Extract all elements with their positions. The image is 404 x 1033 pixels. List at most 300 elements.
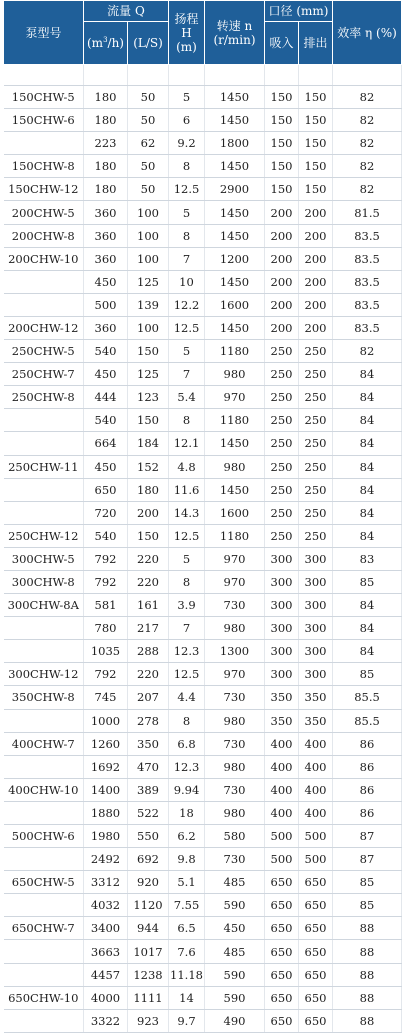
outlet-cell: 400 (299, 778, 333, 801)
outlet-cell: 250 (299, 340, 333, 363)
model-cell: 150CHW-12 (4, 178, 84, 201)
model-cell (4, 293, 84, 316)
flow-ls-cell: 1111 (128, 986, 169, 1009)
flow-m3h-cell: 180 (84, 109, 128, 132)
model-cell: 150CHW-8 (4, 155, 84, 178)
flow-m3h-cell: 3312 (84, 871, 128, 894)
outlet-cell: 200 (299, 224, 333, 247)
table-row (4, 501, 402, 524)
inlet-cell: 300 (265, 570, 299, 593)
model-cell: 500CHW-6 (4, 825, 84, 848)
flow-ls-cell: 522 (128, 801, 169, 824)
efficiency-cell: 83.5 (333, 247, 402, 270)
flow-ls-cell: 200 (128, 501, 169, 524)
outlet-cell: 250 (299, 432, 333, 455)
efficiency-cell: 85 (333, 663, 402, 686)
head-cell: 9.7 (169, 1009, 205, 1032)
head-cell: 12.5 (169, 178, 205, 201)
inlet-cell: 200 (265, 316, 299, 339)
flow-m3h-cell: 180 (84, 155, 128, 178)
header-efficiency: 效率 η (%) (333, 1, 402, 65)
model-cell (4, 801, 84, 824)
table-row (4, 478, 402, 501)
outlet-cell: 250 (299, 363, 333, 386)
model-cell: 300CHW-8A (4, 594, 84, 617)
outlet-cell: 350 (299, 709, 333, 732)
flow-m3h-cell: 745 (84, 686, 128, 709)
head-cell: 12.5 (169, 524, 205, 547)
outlet-cell: 200 (299, 201, 333, 224)
head-cell: 6 (169, 109, 205, 132)
efficiency-cell: 85.5 (333, 709, 402, 732)
head-cell: 6.2 (169, 825, 205, 848)
efficiency-cell: 84 (333, 455, 402, 478)
model-cell: 150CHW-6 (4, 109, 84, 132)
flow-ls-cell: 184 (128, 432, 169, 455)
model-cell: 200CHW-10 (4, 247, 84, 270)
speed-cell: 450 (205, 917, 265, 940)
inlet-cell: 300 (265, 547, 299, 570)
inlet-cell: 350 (265, 686, 299, 709)
model-cell (4, 617, 84, 640)
flow-m3h-cell: 450 (84, 455, 128, 478)
inlet-cell: 150 (265, 109, 299, 132)
model-cell (4, 848, 84, 871)
efficiency-cell: 83 (333, 547, 402, 570)
head-cell: 12.5 (169, 316, 205, 339)
efficiency-cell: 81.5 (333, 201, 402, 224)
model-cell (4, 132, 84, 155)
efficiency-cell: 86 (333, 778, 402, 801)
outlet-cell: 200 (299, 247, 333, 270)
speed-cell: 1450 (205, 155, 265, 178)
inlet-cell: 250 (265, 478, 299, 501)
model-cell (4, 894, 84, 917)
outlet-cell: 400 (299, 801, 333, 824)
table-row (4, 1009, 402, 1032)
outlet-cell: 250 (299, 386, 333, 409)
speed-cell: 1450 (205, 201, 265, 224)
flow-ls-cell: 389 (128, 778, 169, 801)
flow-m3h-cell: 540 (84, 340, 128, 363)
model-cell (4, 963, 84, 986)
table-body (4, 65, 402, 1033)
flow-ls-cell: 923 (128, 1009, 169, 1032)
efficiency-cell: 84 (333, 524, 402, 547)
model-cell: 300CHW-5 (4, 547, 84, 570)
inlet-cell: 250 (265, 386, 299, 409)
efficiency-cell: 84 (333, 363, 402, 386)
table-row (4, 86, 402, 109)
table-row (4, 455, 402, 478)
model-cell (4, 501, 84, 524)
outlet-cell: 300 (299, 594, 333, 617)
head-cell: 8 (169, 224, 205, 247)
outlet-cell: 400 (299, 755, 333, 778)
inlet-cell: 200 (265, 293, 299, 316)
model-cell (4, 755, 84, 778)
flow-ls-cell: 180 (128, 478, 169, 501)
speed-cell: 970 (205, 386, 265, 409)
flow-m3h-cell: 4000 (84, 986, 128, 1009)
head-cell: 12.2 (169, 293, 205, 316)
model-cell: 400CHW-10 (4, 778, 84, 801)
flow-ls-cell: 220 (128, 547, 169, 570)
flow-m3h-cell: 1400 (84, 778, 128, 801)
head-cell: 11.18 (169, 963, 205, 986)
table-row (4, 894, 402, 917)
flow-m3h-cell: 360 (84, 316, 128, 339)
efficiency-cell: 87 (333, 848, 402, 871)
speed-cell: 1450 (205, 86, 265, 109)
head-cell: 7.6 (169, 940, 205, 963)
flow-m3h-cell: 780 (84, 617, 128, 640)
flow-m3h-cell: 360 (84, 247, 128, 270)
table-row (4, 825, 402, 848)
model-cell: 250CHW-8 (4, 386, 84, 409)
flow-ls-cell: 1238 (128, 963, 169, 986)
head-cell: 4.4 (169, 686, 205, 709)
head-cell: 14.3 (169, 501, 205, 524)
table-row (4, 178, 402, 201)
flow-ls-cell: 550 (128, 825, 169, 848)
head-cell: 8 (169, 155, 205, 178)
inlet-cell: 650 (265, 871, 299, 894)
table-row (4, 778, 402, 801)
outlet-cell: 250 (299, 478, 333, 501)
head-cell: 5 (169, 340, 205, 363)
flow-ls-cell: 100 (128, 201, 169, 224)
speed-cell: 980 (205, 801, 265, 824)
speed-cell: 730 (205, 848, 265, 871)
speed-cell: 490 (205, 1009, 265, 1032)
inlet-cell: 150 (265, 86, 299, 109)
head-cell: 14 (169, 986, 205, 1009)
efficiency-cell: 84 (333, 386, 402, 409)
table-row (4, 848, 402, 871)
efficiency-cell: 83.5 (333, 316, 402, 339)
pump-spec-table (3, 0, 402, 1033)
speed-cell: 2900 (205, 178, 265, 201)
head-cell: 5.4 (169, 386, 205, 409)
flow-m3h-cell: 4032 (84, 894, 128, 917)
header-diameter: 口径 (mm) (265, 1, 333, 22)
flow-m3h-cell: 792 (84, 547, 128, 570)
table-row (4, 755, 402, 778)
speed-cell: 1450 (205, 224, 265, 247)
model-cell: 350CHW-8 (4, 686, 84, 709)
efficiency-cell: 84 (333, 617, 402, 640)
inlet-cell: 350 (265, 709, 299, 732)
table-row (4, 732, 402, 755)
table-row (4, 409, 402, 432)
flow-ls-cell: 50 (128, 109, 169, 132)
outlet-cell: 650 (299, 1009, 333, 1032)
speed-cell: 1180 (205, 524, 265, 547)
efficiency-cell: 82 (333, 178, 402, 201)
efficiency-cell: 82 (333, 340, 402, 363)
speed-cell: 970 (205, 570, 265, 593)
efficiency-cell: 85 (333, 570, 402, 593)
efficiency-cell: 82 (333, 109, 402, 132)
head-cell: 9.94 (169, 778, 205, 801)
flow-ls-cell: 125 (128, 363, 169, 386)
outlet-cell: 300 (299, 663, 333, 686)
efficiency-cell: 85.5 (333, 686, 402, 709)
flow-ls-cell: 150 (128, 409, 169, 432)
outlet-cell: 200 (299, 316, 333, 339)
flow-ls-cell: 692 (128, 848, 169, 871)
inlet-cell: 650 (265, 940, 299, 963)
flow-m3h-cell: 1980 (84, 825, 128, 848)
table-row (4, 986, 402, 1009)
flow-ls-cell: 944 (128, 917, 169, 940)
efficiency-cell: 83.5 (333, 293, 402, 316)
speed-cell: 1450 (205, 432, 265, 455)
efficiency-cell: 88 (333, 917, 402, 940)
flow-ls-cell: 1120 (128, 894, 169, 917)
model-cell (4, 709, 84, 732)
speed-cell: 1800 (205, 132, 265, 155)
inlet-cell: 650 (265, 1009, 299, 1032)
model-cell: 400CHW-7 (4, 732, 84, 755)
flow-m3h-cell: 664 (84, 432, 128, 455)
inlet-cell: 200 (265, 201, 299, 224)
flow-m3h-cell: 792 (84, 663, 128, 686)
table-header (4, 1, 402, 65)
outlet-cell: 500 (299, 825, 333, 848)
table-row (4, 917, 402, 940)
speed-cell: 590 (205, 894, 265, 917)
efficiency-cell: 82 (333, 86, 402, 109)
flow-ls-cell: 100 (128, 316, 169, 339)
flow-ls-cell: 125 (128, 270, 169, 293)
table-row (4, 247, 402, 270)
flow-ls-cell: 288 (128, 640, 169, 663)
efficiency-cell: 83.5 (333, 224, 402, 247)
head-cell: 4.8 (169, 455, 205, 478)
flow-ls-cell: 161 (128, 594, 169, 617)
flow-m3h-cell: 1000 (84, 709, 128, 732)
efficiency-cell: 82 (333, 155, 402, 178)
outlet-cell: 200 (299, 293, 333, 316)
speed-cell: 1450 (205, 109, 265, 132)
efficiency-cell: 88 (333, 940, 402, 963)
model-cell: 200CHW-12 (4, 316, 84, 339)
head-cell: 10 (169, 270, 205, 293)
header-flow-m3h: $(m^3/h)$ (84, 22, 128, 65)
inlet-cell: 200 (265, 247, 299, 270)
inlet-cell: 500 (265, 848, 299, 871)
flow-m3h-cell: 720 (84, 501, 128, 524)
flow-m3h-cell: 360 (84, 201, 128, 224)
outlet-cell: 250 (299, 409, 333, 432)
model-cell (4, 1009, 84, 1032)
table-row (4, 363, 402, 386)
head-cell: 8 (169, 709, 205, 732)
outlet-cell: 650 (299, 917, 333, 940)
inlet-cell: 650 (265, 963, 299, 986)
table-row (4, 709, 402, 732)
inlet-cell: 400 (265, 755, 299, 778)
inlet-cell: 150 (265, 178, 299, 201)
head-cell: 8 (169, 409, 205, 432)
inlet-cell: 150 (265, 155, 299, 178)
flow-ls-cell: 139 (128, 293, 169, 316)
flow-ls-cell: 278 (128, 709, 169, 732)
outlet-cell: 300 (299, 570, 333, 593)
model-cell (4, 409, 84, 432)
flow-m3h-cell: 540 (84, 409, 128, 432)
flow-ls-cell: 100 (128, 224, 169, 247)
header-outlet: 排出 (299, 22, 333, 65)
head-cell: 18 (169, 801, 205, 824)
inlet-cell: 250 (265, 501, 299, 524)
flow-m3h-cell: 180 (84, 178, 128, 201)
flow-m3h-cell: 1260 (84, 732, 128, 755)
flow-m3h-cell: 450 (84, 363, 128, 386)
inlet-cell: 200 (265, 270, 299, 293)
speed-cell: 980 (205, 455, 265, 478)
speed-cell: 1180 (205, 340, 265, 363)
speed-cell: 590 (205, 986, 265, 1009)
outlet-cell: 300 (299, 617, 333, 640)
blank-row (4, 65, 402, 86)
head-cell: 3.9 (169, 594, 205, 617)
outlet-cell: 650 (299, 940, 333, 963)
speed-cell: 1600 (205, 293, 265, 316)
header-inlet: 吸入 (265, 22, 299, 65)
table-row (4, 871, 402, 894)
outlet-cell: 150 (299, 132, 333, 155)
speed-cell: 485 (205, 940, 265, 963)
speed-cell: 1200 (205, 247, 265, 270)
outlet-cell: 300 (299, 640, 333, 663)
flow-ls-cell: 150 (128, 340, 169, 363)
inlet-cell: 250 (265, 363, 299, 386)
model-cell (4, 478, 84, 501)
flow-m3h-cell: 1035 (84, 640, 128, 663)
table-row (4, 201, 402, 224)
outlet-cell: 650 (299, 963, 333, 986)
head-cell: 7 (169, 247, 205, 270)
flow-ls-cell: 207 (128, 686, 169, 709)
table-row (4, 109, 402, 132)
efficiency-cell: 85 (333, 894, 402, 917)
head-cell: 5 (169, 201, 205, 224)
efficiency-cell: 84 (333, 409, 402, 432)
flow-m3h-cell: 4457 (84, 963, 128, 986)
outlet-cell: 150 (299, 155, 333, 178)
model-cell: 250CHW-12 (4, 524, 84, 547)
speed-cell: 980 (205, 709, 265, 732)
speed-cell: 1180 (205, 409, 265, 432)
header-flow: 流量 Q (84, 1, 169, 22)
header-model: 泵型号 (4, 1, 84, 65)
model-cell (4, 270, 84, 293)
table-row (4, 547, 402, 570)
flow-ls-cell: 1017 (128, 940, 169, 963)
speed-cell: 730 (205, 778, 265, 801)
speed-cell: 580 (205, 825, 265, 848)
speed-cell: 1300 (205, 640, 265, 663)
head-cell: 7 (169, 617, 205, 640)
speed-cell: 980 (205, 617, 265, 640)
outlet-cell: 150 (299, 86, 333, 109)
head-cell: 9.2 (169, 132, 205, 155)
flow-ls-cell: 220 (128, 570, 169, 593)
inlet-cell: 250 (265, 432, 299, 455)
flow-m3h-cell: 500 (84, 293, 128, 316)
speed-cell: 1450 (205, 316, 265, 339)
outlet-cell: 500 (299, 848, 333, 871)
flow-m3h-cell: 180 (84, 86, 128, 109)
flow-m3h-cell: 3322 (84, 1009, 128, 1032)
outlet-cell: 200 (299, 270, 333, 293)
efficiency-cell: 88 (333, 1009, 402, 1032)
header-flow-ls: (L/S) (128, 22, 169, 65)
outlet-cell: 150 (299, 109, 333, 132)
head-cell: 12.1 (169, 432, 205, 455)
head-cell: 12.3 (169, 640, 205, 663)
flow-m3h-cell: 650 (84, 478, 128, 501)
table-row (4, 316, 402, 339)
table-row (4, 594, 402, 617)
inlet-cell: 250 (265, 524, 299, 547)
flow-m3h-cell: 450 (84, 270, 128, 293)
flow-m3h-cell: 3663 (84, 940, 128, 963)
flow-ls-cell: 220 (128, 663, 169, 686)
outlet-cell: 650 (299, 894, 333, 917)
speed-cell: 1450 (205, 270, 265, 293)
speed-cell: 730 (205, 594, 265, 617)
inlet-cell: 650 (265, 917, 299, 940)
efficiency-cell: 88 (333, 986, 402, 1009)
flow-ls-cell: 50 (128, 178, 169, 201)
flow-ls-cell: 62 (128, 132, 169, 155)
inlet-cell: 650 (265, 986, 299, 1009)
inlet-cell: 250 (265, 455, 299, 478)
inlet-cell: 300 (265, 640, 299, 663)
table-row (4, 155, 402, 178)
head-cell: 11.6 (169, 478, 205, 501)
efficiency-cell: 84 (333, 432, 402, 455)
head-cell: 9.8 (169, 848, 205, 871)
table-row (4, 940, 402, 963)
flow-m3h-cell: 223 (84, 132, 128, 155)
efficiency-cell: 83.5 (333, 270, 402, 293)
table-row (4, 386, 402, 409)
outlet-cell: 250 (299, 501, 333, 524)
speed-cell: 1450 (205, 478, 265, 501)
model-cell: 650CHW-7 (4, 917, 84, 940)
flow-ls-cell: 217 (128, 617, 169, 640)
head-cell: 8 (169, 570, 205, 593)
head-cell: 7.55 (169, 894, 205, 917)
flow-m3h-cell: 1692 (84, 755, 128, 778)
head-cell: 12.5 (169, 663, 205, 686)
flow-m3h-cell: 444 (84, 386, 128, 409)
table-row (4, 132, 402, 155)
flow-m3h-cell: 581 (84, 594, 128, 617)
inlet-cell: 250 (265, 409, 299, 432)
table-row (4, 524, 402, 547)
model-cell (4, 432, 84, 455)
table-row (4, 963, 402, 986)
outlet-cell: 250 (299, 455, 333, 478)
speed-cell: 1600 (205, 501, 265, 524)
flow-ls-cell: 350 (128, 732, 169, 755)
